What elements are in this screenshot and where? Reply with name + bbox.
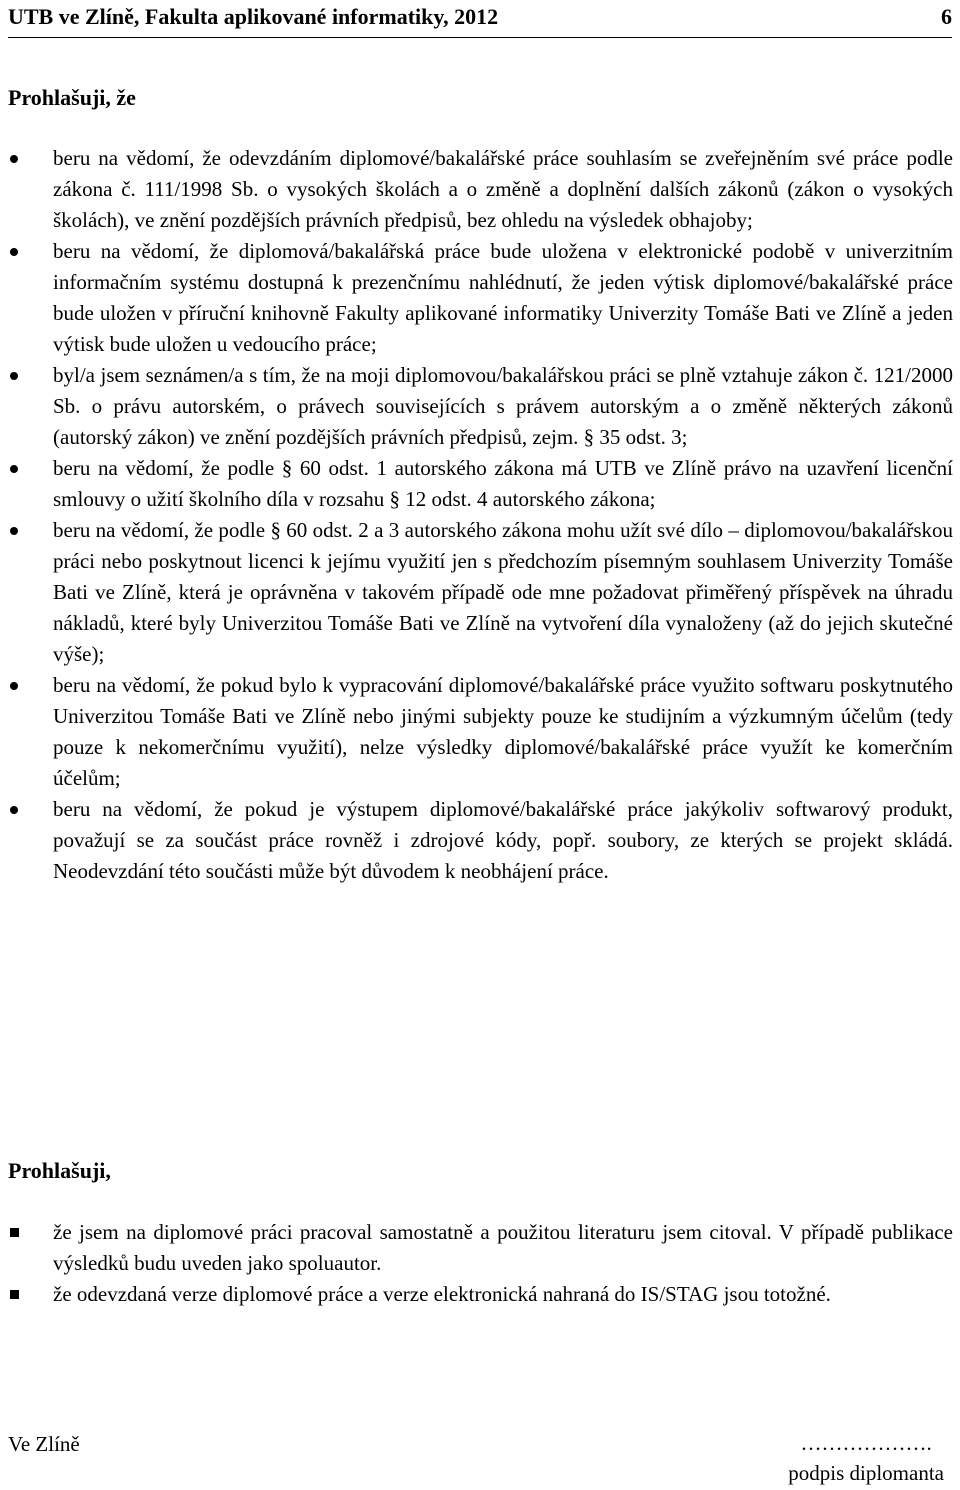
square-bullet-icon (7, 1279, 21, 1310)
page-header (8, 2, 952, 38)
list-item-text: že jsem na diplomové práci pracoval samostatně a použitou literaturu jsem citoval. V případě publikace výsledků budu uveden jako spoluautor. (53, 1220, 953, 1275)
bullet-icon (7, 360, 21, 391)
bullet-icon (7, 143, 21, 174)
list-item (53, 143, 953, 236)
signature-place: Ve Zlíně (8, 1432, 80, 1456)
list-item (53, 360, 953, 453)
signature-block (788, 1428, 944, 1488)
list-item (53, 670, 953, 794)
bullet-icon (7, 515, 21, 546)
section1-heading: Prohlašuji, že (8, 85, 136, 110)
square-bullet-icon (7, 1217, 21, 1248)
statement-list (53, 1217, 953, 1310)
list-item (53, 453, 953, 515)
bullet-icon (7, 794, 21, 825)
list-item-text: byl/a jsem seznámen/a s tím, že na moji diplomovou/bakalářskou práci se plně vztahuje zákon č. 121/2000 Sb. o právu autorském, o právech souvisejících s právem autorským a o změně některých zákonů (autorský zákon) ve znění pozdějších právních předpisů, zejm. § 35 odst. 3; (53, 363, 953, 449)
declaration-list (53, 143, 953, 887)
page-number: 6 (941, 4, 952, 29)
bullet-icon (7, 236, 21, 267)
list-item-text: beru na vědomí, že pokud bylo k vypracování diplomové/bakalářské práce využito softwaru poskytnutého Univerzitou Tomáše Bati ve Zlíně nebo jinými subjekty pouze ke studijním a výzkumným účelům (tedy pouze k nekomerčnímu využití), nelze výsledky diplomové/bakalářské práce využít ke komerčním účelům; (53, 673, 953, 790)
list-item-text: beru na vědomí, že odevzdáním diplomové/bakalářské práce souhlasím se zveřejněním své práce podle zákona č. 111/1998 Sb. o vysokých školách a o změně a doplnění dalších zákonů (zákon o vysokých školách), ve znění pozdějších právních předpisů, bez ohledu na výsledek obhajoby; (53, 146, 953, 232)
signature-label: podpis diplomanta (788, 1461, 944, 1485)
list-item-text: beru na vědomí, že podle § 60 odst. 1 autorského zákona má UTB ve Zlíně právo na uzavření licenční smlouvy o užití školního díla v rozsahu § 12 odst. 4 autorského zákona; (53, 456, 953, 511)
list-item (53, 794, 953, 887)
bullet-icon (7, 670, 21, 701)
signature-line: ………………. (800, 1431, 932, 1455)
header-title: UTB ve Zlíně, Fakulta aplikované informatiky, 2012 (8, 4, 499, 29)
bullet-icon (7, 453, 21, 484)
list-item-text: beru na vědomí, že pokud je výstupem diplomové/bakalářské práce jakýkoliv softwarový produkt, považují se za součást práce rovněž i zdrojové kódy, popř. soubory, ze kterých se projekt skládá. Neodevzdání této součásti může být důvodem k neobhájení práce. (53, 797, 953, 883)
list-item-text: že odevzdaná verze diplomové práce a verze elektronická nahraná do IS/STAG jsou totožné. (53, 1282, 831, 1306)
list-item (53, 236, 953, 360)
list-item (53, 1217, 953, 1279)
section2-heading: Prohlašuji, (8, 1158, 111, 1183)
list-item (53, 1279, 953, 1310)
list-item-text: beru na vědomí, že diplomová/bakalářská práce bude uložena v elektronické podobě v univerzitním informačním systému dostupná k prezenčnímu nahlédnutí, že jeden výtisk diplomové/bakalářské práce bude uložen v příruční knihovně Fakulty aplikované informatiky Univerzity Tomáše Bati ve Zlíně a jeden výtisk bude uložen u vedoucího práce; (53, 239, 953, 356)
list-item (53, 515, 953, 670)
list-item-text: beru na vědomí, že podle § 60 odst. 2 a 3 autorského zákona mohu užít své dílo – diplomovou/bakalářskou práci nebo poskytnout licenci k jejímu využití jen s předchozím písemným souhlasem Univerzity Tomáše Bati ve Zlíně, která je oprávněna v takovém případě ode mne požadovat přiměřený příspěvek na úhradu nákladů, které byly Univerzitou Tomáše Bati ve Zlíně na vytvoření díla vynaloženy (až do jejich skutečné výše); (53, 518, 953, 666)
